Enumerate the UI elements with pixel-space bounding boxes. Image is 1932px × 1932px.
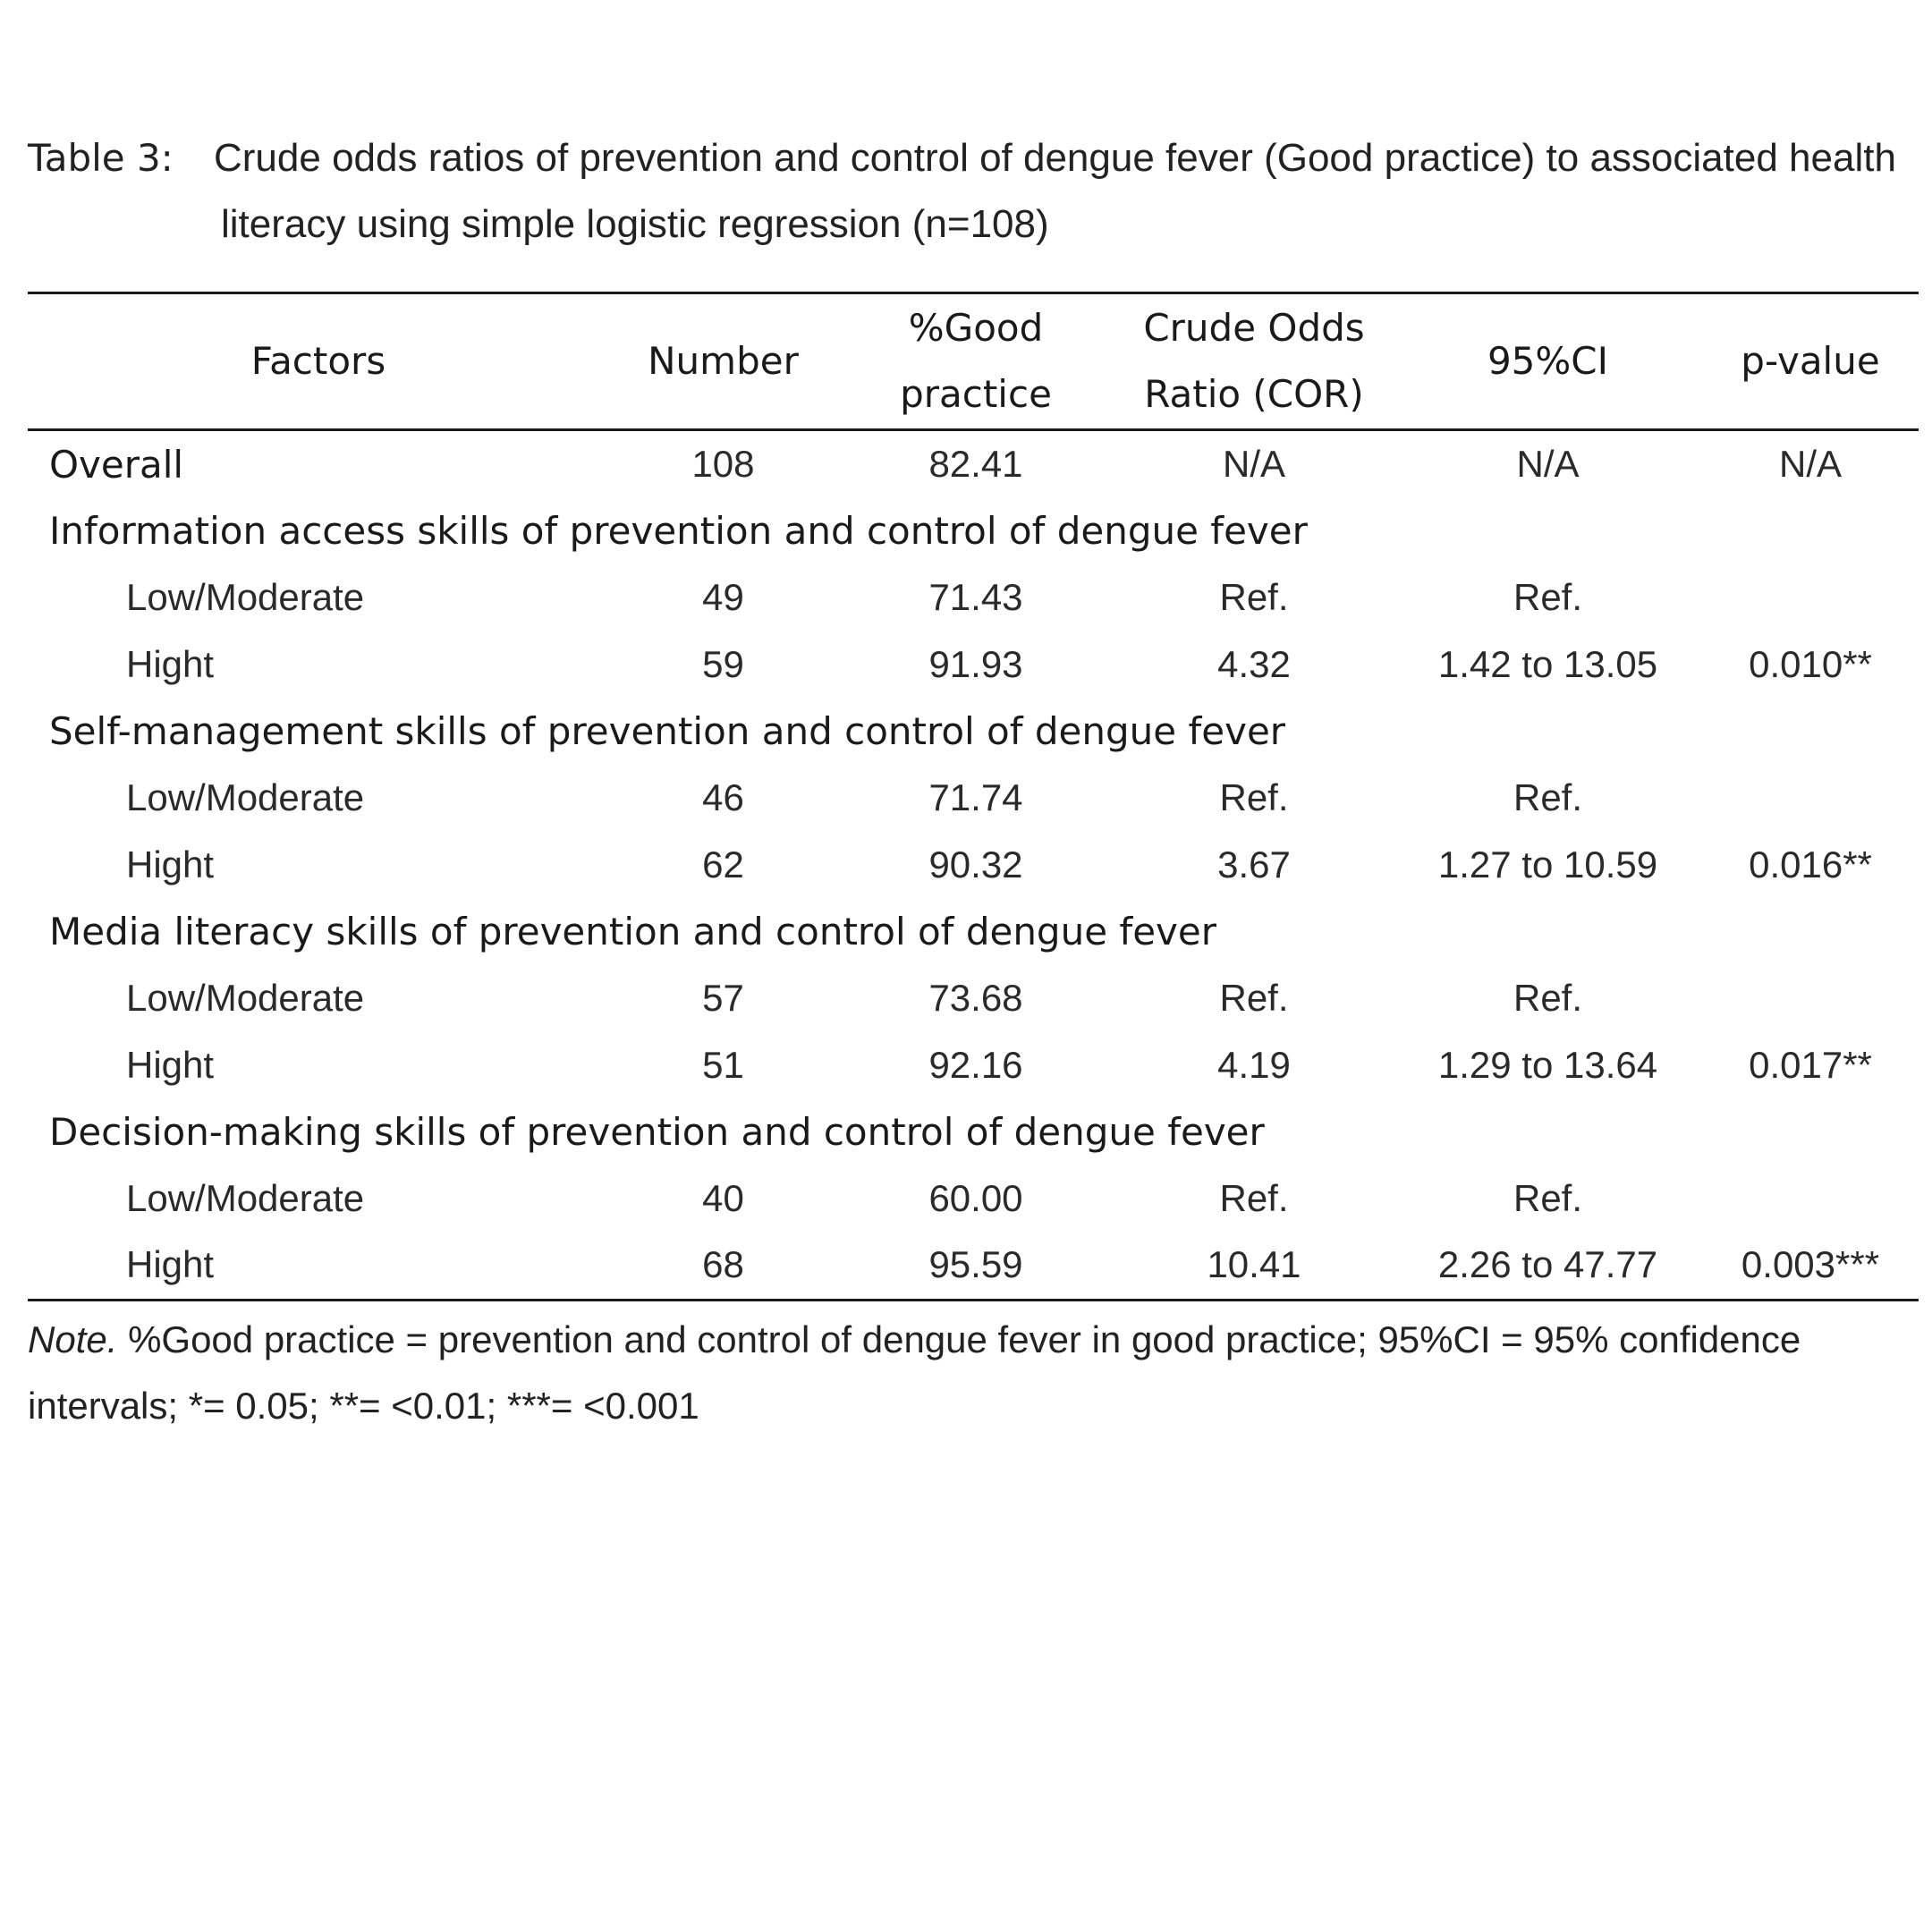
cell-ci: Ref. (1513, 576, 1583, 619)
table-header (28, 293, 1919, 430)
cell-good-practice: 71.43 (928, 576, 1023, 619)
cell-label: Low/Moderate (126, 977, 365, 1020)
cell-number: 68 (702, 1243, 744, 1286)
header-number: Number (648, 339, 799, 383)
header-cor-line-2: Ratio (COR) (1144, 372, 1364, 416)
cell-p-value: 0.010** (1749, 643, 1872, 686)
cell-cor: Ref. (1219, 1176, 1289, 1219)
table-row (28, 564, 1919, 631)
table-note-line-1 (28, 1307, 1919, 1373)
cell-label: Hight (126, 1243, 215, 1286)
cell-number: 59 (702, 643, 744, 686)
cell-number: 46 (702, 776, 744, 819)
table-caption (28, 125, 1919, 258)
table-caption-label: Table 3: (28, 136, 174, 180)
section-row-information-access (28, 498, 1919, 565)
cell-cor: N/A (1222, 443, 1285, 486)
table-caption-line-2: literacy using simple logistic regression (n=108) (221, 202, 1049, 246)
cell-ci: 1.42 to 13.05 (1437, 643, 1658, 686)
table-row (28, 765, 1919, 832)
section-row-media-literacy (28, 898, 1919, 965)
cell-p-value (1702, 564, 1919, 631)
cell-p-value: N/A (1778, 443, 1842, 486)
table-row (28, 1031, 1919, 1098)
section-title: Media literacy skills of prevention and control of dengue fever (49, 909, 1216, 953)
cell-good-practice: 90.32 (928, 843, 1023, 886)
table-row (28, 832, 1919, 899)
header-good-practice-line-2: practice (900, 372, 1052, 416)
cell-p-value (1702, 765, 1919, 832)
table-caption-line-1: Crude odds ratios of prevention and control of dengue fever (Good practice) to associated health (214, 136, 1896, 180)
section-title: Self-management skills of prevention and control of dengue fever (49, 709, 1286, 754)
cell-number: 49 (702, 576, 744, 619)
cell-cor: 3.67 (1217, 843, 1291, 886)
header-95ci: 95%CI (1487, 339, 1609, 383)
cell-cor: Ref. (1219, 576, 1289, 619)
cell-good-practice: 95.59 (928, 1243, 1023, 1286)
header-cor-line-1: Crude Odds (1143, 306, 1365, 350)
header-factors: Factors (250, 339, 386, 383)
cell-p-value: 0.016** (1749, 843, 1872, 886)
cell-good-practice: 91.93 (928, 643, 1023, 686)
cell-label: Hight (126, 1043, 215, 1086)
cell-good-practice: 82.41 (928, 443, 1023, 486)
cell-p-value: 0.003*** (1741, 1243, 1880, 1286)
cell-label: Hight (126, 843, 215, 886)
table-row (28, 1165, 1919, 1233)
cell-cor: 4.32 (1217, 643, 1291, 686)
table-note-line-2: intervals; *= 0.05; **= <0.01; ***= <0.001 (28, 1384, 699, 1427)
cell-label: Low/Moderate (126, 1176, 365, 1219)
cell-p-value (1702, 965, 1919, 1032)
cell-good-practice: 71.74 (928, 776, 1023, 819)
cell-ci: 1.27 to 10.59 (1437, 843, 1658, 886)
table-body (28, 430, 1919, 1301)
document-page (28, 125, 1919, 1439)
cell-number: 108 (691, 443, 755, 486)
table-note (28, 1307, 1919, 1439)
header-p-value: p-value (1741, 339, 1880, 383)
note-label: Note. (28, 1318, 118, 1360)
cell-label: Low/Moderate (126, 776, 365, 819)
note-text-1: %Good practice = prevention and control of dengue fever in good practice; 95%CI = 95% confidence (128, 1318, 1801, 1360)
table-row (28, 1232, 1919, 1300)
cell-p-value (1702, 1165, 1919, 1233)
header-good-practice-line-1: %Good (908, 306, 1044, 350)
cell-ci: 1.29 to 13.64 (1437, 1043, 1658, 1086)
cell-ci: Ref. (1513, 1176, 1583, 1219)
cell-ci: N/A (1516, 443, 1580, 486)
cell-good-practice: 92.16 (928, 1043, 1023, 1086)
section-row-self-management (28, 698, 1919, 765)
cell-cor: 4.19 (1217, 1043, 1291, 1086)
cell-good-practice: 60.00 (928, 1176, 1023, 1219)
table-row (28, 965, 1919, 1032)
cell-ci: 2.26 to 47.77 (1437, 1243, 1658, 1286)
cell-cor: Ref. (1219, 977, 1289, 1020)
cell-cor: 10.41 (1207, 1243, 1301, 1286)
cell-number: 57 (702, 977, 744, 1020)
odds-ratio-table (28, 292, 1919, 1301)
cell-cor: Ref. (1219, 776, 1289, 819)
header-row (28, 293, 1919, 430)
cell-ci: Ref. (1513, 977, 1583, 1020)
cell-label: Overall (49, 442, 184, 487)
cell-number: 40 (702, 1176, 744, 1219)
section-row-decision-making (28, 1098, 1919, 1165)
cell-p-value: 0.017** (1749, 1043, 1872, 1086)
header-good-practice (837, 293, 1114, 430)
cell-good-practice: 73.68 (928, 977, 1023, 1020)
section-title: Information access skills of prevention and control of dengue fever (49, 509, 1308, 554)
cell-ci: Ref. (1513, 776, 1583, 819)
header-crude-odds-ratio (1114, 293, 1394, 430)
table-row-overall (28, 430, 1919, 498)
cell-label: Hight (126, 643, 215, 686)
cell-label: Low/Moderate (126, 576, 365, 619)
table-row (28, 631, 1919, 699)
cell-number: 62 (702, 843, 744, 886)
section-title: Decision-making skills of prevention and control of dengue fever (49, 1109, 1265, 1154)
cell-number: 51 (702, 1043, 744, 1086)
